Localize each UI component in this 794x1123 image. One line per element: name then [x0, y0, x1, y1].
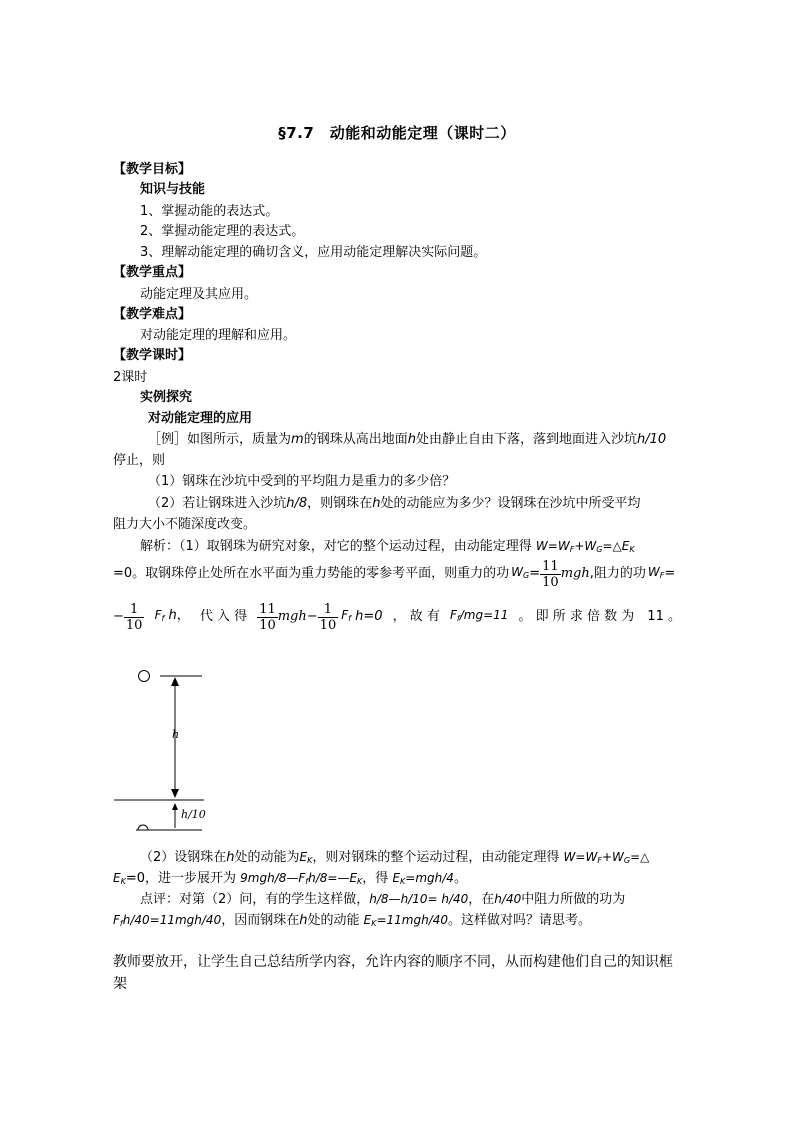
arrow-up-head — [171, 677, 179, 686]
comment-line-1: 点评：对第（2）问，有的学生这样做，h/8—h/10= h/40，在h/40中阻力所做的功为 — [140, 892, 626, 907]
objectives-heading: 【教学目标】 — [113, 162, 192, 177]
solution-line-2: =0。取钢珠停止处所在水平面为重力势能的零参考平面，则重力的功 $W_G$ = $\frac{11}{10}$ mgh ,阻力的功 $W_F$ = — [113, 558, 676, 590]
closing-line-1: 教师要放开，让学生自己总结所学内容，允许内容的顺序不同，从而构建他们自己的知识框 — [113, 954, 673, 970]
application-heading: 对动能定理的应用 — [148, 411, 253, 426]
solution-line-1: 解析：（1）取钢珠为研究对象，对它的整个运动过程，由动能定理得 $W=W_F+W_G=\triangle E_K$ — [140, 539, 635, 554]
objective-item: 1、掌握动能的表达式。 — [140, 204, 279, 219]
knowledge-heading: 知识与技能 — [140, 182, 206, 197]
key-text: 动能定理及其应用。 — [140, 287, 258, 302]
comment-line-2: $F_fh/40=11mgh/40$，因而钢珠在h处的动能 $E_K=11mgh/40$。这样做对吗？请思考。 — [113, 913, 592, 928]
h-label: h — [172, 728, 180, 741]
question-2: （2）若让钢珠进入沙坑h/8，则钢珠在h处的动能应为多少？设钢珠在沙坑中所受平均 — [148, 496, 641, 511]
question-1: （1）钢珠在沙坑中受到的平均阻力是重力的多少倍？ — [148, 474, 456, 489]
question-2-cont: 阻力大小不随深度改变。 — [113, 517, 257, 532]
arrow-down-head — [171, 789, 179, 798]
fraction-eleven-tenths: $\frac{11}{10}$ — [542, 558, 559, 590]
objective-item: 2、掌握动能定理的表达式。 — [140, 224, 305, 239]
part2-line-1: （2）设钢珠在h处的动能为$E_K$，则对钢珠的整个运动过程，由动能定理得 $W=W_F+W_G=\triangle$ — [140, 850, 650, 865]
hours-heading: 【教学课时】 — [113, 348, 192, 363]
closing-line-2: 架 — [113, 976, 127, 992]
difficult-heading: 【教学难点】 — [113, 307, 192, 322]
page-title: §7.7 动能和动能定理（课时二） — [278, 124, 516, 142]
difficult-text: 对动能定理的理解和应用。 — [140, 328, 297, 343]
hours-text: 2课时 — [113, 370, 148, 385]
key-heading: 【教学重点】 — [113, 265, 192, 280]
sand-arrow-head — [172, 803, 178, 810]
ball-in-sand — [138, 825, 148, 830]
fraction-one-tenth: $\frac{1}{10}$ — [125, 601, 143, 633]
steel-ball — [139, 671, 150, 682]
example-line-2: 停止，则 — [113, 453, 166, 468]
objective-item: 3、理解动能定理的确切含义，应用动能定理解决实际问题。 — [140, 245, 487, 260]
explore-heading: 实例探究 — [140, 390, 193, 405]
falling-ball-diagram — [110, 665, 220, 835]
h10-label: h/10 — [181, 808, 206, 821]
part2-line-2: $E_K=0$，进一步展开为 $9mgh/8—F_fh/8=—E_K$，得 $E_K=mgh/4$。 — [113, 871, 467, 886]
example-line-1: ［例］如图所示，质量为m的钢珠从高出地面h处由静止自由下落，落到地面进入沙坑h/10 — [148, 432, 667, 447]
solution-line-3: − $\frac{1}{10}$ $F_f$ h， 代 入 得 $\frac{11}{10}$ mgh − $\frac{1}{10}$ $F_f$ h=0 ， 故 有 $F_f/mg=11$ 。 即 所 求 倍 数 为 11 。 — [113, 601, 681, 633]
